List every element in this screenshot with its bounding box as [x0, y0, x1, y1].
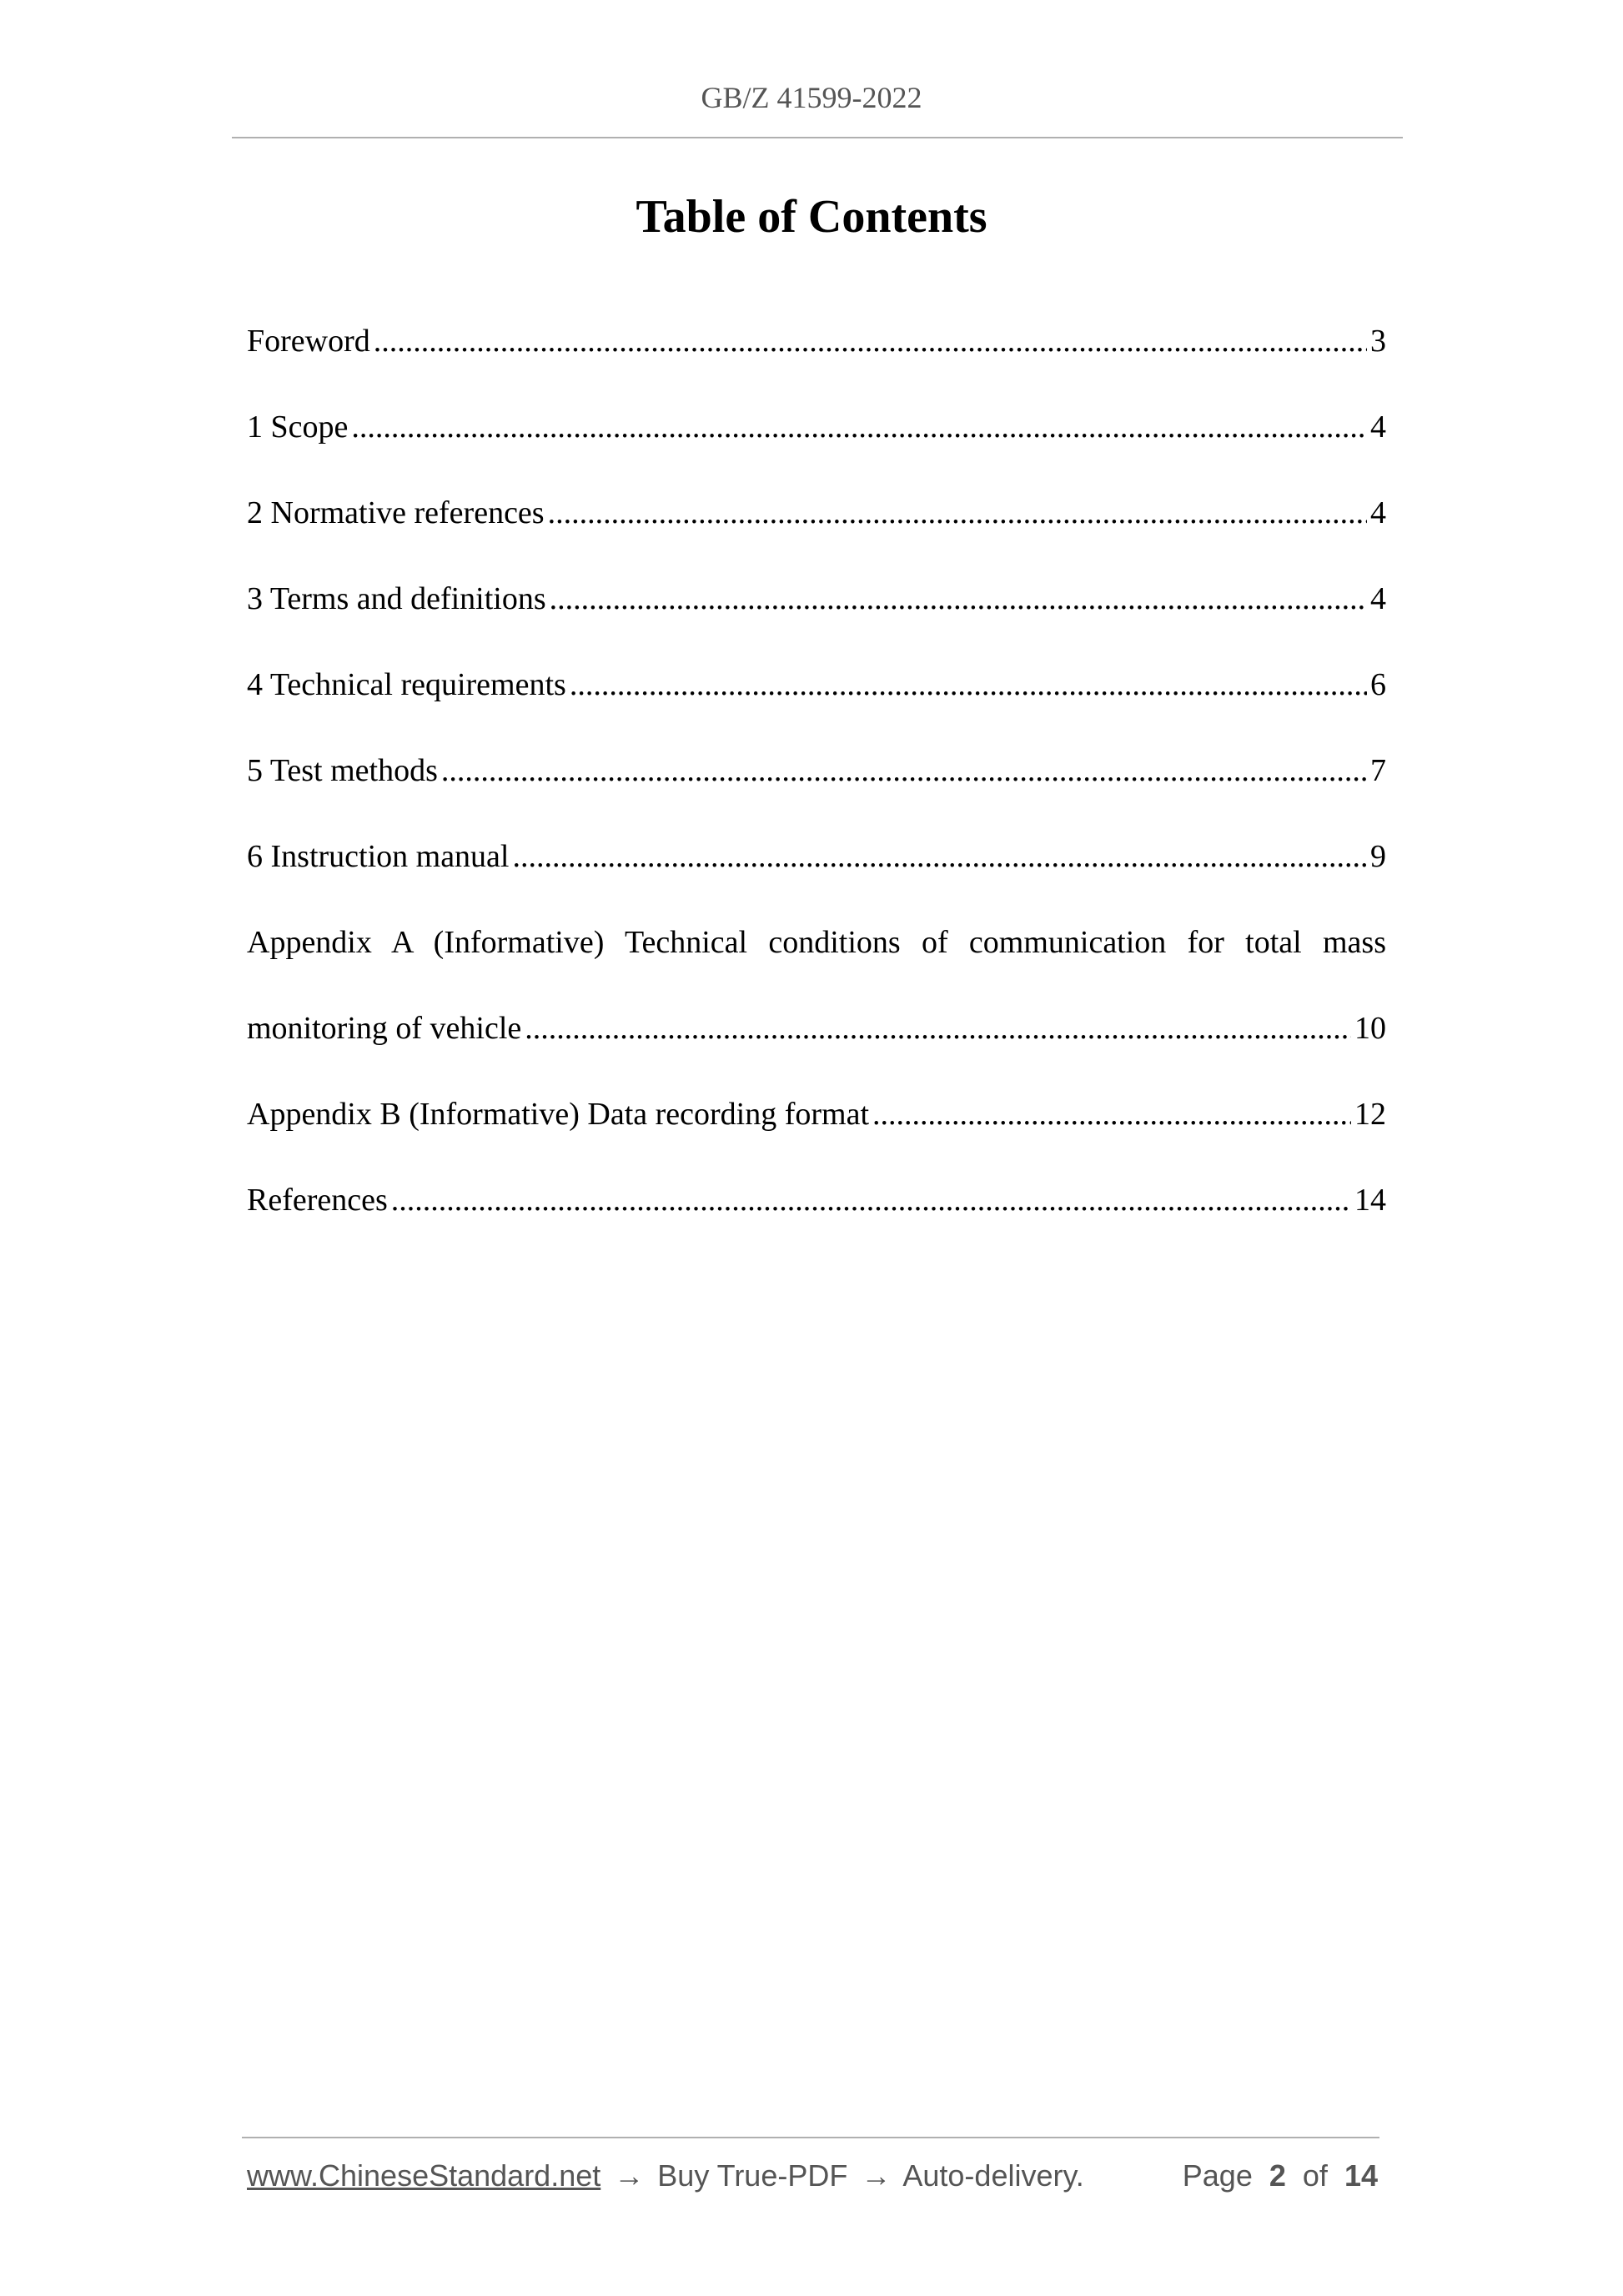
toc-entry-label: 2 Normative references	[247, 495, 545, 530]
toc-entry-page: 7	[1370, 753, 1386, 788]
footer-promo	[247, 2158, 1084, 2193]
toc-entry-page: 4	[1370, 409, 1386, 445]
toc-entry-instruction-manual[interactable]	[247, 836, 1386, 922]
toc-entry-terms-definitions[interactable]	[247, 578, 1386, 664]
toc-entry-test-methods[interactable]	[247, 750, 1386, 836]
toc-entry-label-line1: Appendix A (Informative) Technical conditions of communication for total mass	[247, 925, 1386, 960]
toc-dot-leader	[550, 578, 1367, 620]
toc-entry-normative-references[interactable]	[247, 492, 1386, 578]
toc-entry-label: References	[247, 1183, 388, 1218]
toc-dot-leader	[441, 750, 1367, 791]
toc-dot-leader	[351, 406, 1367, 448]
page-title: Table of Contents	[636, 191, 987, 243]
toc-entry-page: 4	[1370, 495, 1386, 530]
toc-entry-page: 6	[1370, 667, 1386, 702]
toc-dot-leader	[512, 836, 1367, 877]
toc-dot-leader	[872, 1093, 1351, 1135]
toc-dot-leader	[570, 664, 1367, 706]
site-link[interactable]: www.ChineseStandard.net	[247, 2158, 601, 2193]
toc-entry-label: 1 Scope	[247, 409, 349, 445]
toc-dot-leader	[525, 1007, 1351, 1049]
auto-delivery-text: Auto-delivery.	[902, 2158, 1084, 2193]
toc-entry-page: 12	[1354, 1097, 1386, 1132]
toc-entry-technical-requirements[interactable]	[247, 664, 1386, 750]
toc-entry-references[interactable]	[247, 1179, 1386, 1265]
arrow-right-icon: →	[614, 2158, 645, 2193]
table-of-contents	[247, 320, 1386, 1265]
page-word: Page	[1182, 2158, 1253, 2193]
toc-dot-leader	[391, 1179, 1351, 1221]
current-page-number: 2	[1269, 2158, 1286, 2193]
toc-entry-label: Foreword	[247, 324, 370, 359]
total-page-count: 14	[1344, 2158, 1378, 2193]
toc-entry-foreword[interactable]	[247, 320, 1386, 406]
toc-entry-label: 3 Terms and definitions	[247, 581, 546, 616]
buy-pdf-text: Buy True-PDF	[657, 2158, 848, 2193]
toc-entry-label: 4 Technical requirements	[247, 667, 566, 702]
toc-entry-label-line2: monitoring of vehicle	[247, 1011, 522, 1046]
document-code-header: GB/Z 41599-2022	[701, 81, 922, 114]
arrow-right-icon: →	[861, 2158, 892, 2193]
page-number-indicator	[1183, 2158, 1378, 2193]
footer-divider	[242, 2137, 1379, 2138]
toc-entry-label: 6 Instruction manual	[247, 839, 510, 874]
toc-entry-page: 3	[1370, 324, 1386, 359]
toc-entry-page: 9	[1370, 839, 1386, 874]
toc-dot-leader	[374, 320, 1367, 362]
toc-entry-page: 10	[1354, 1011, 1386, 1046]
toc-entry-label: Appendix B (Informative) Data recording format	[247, 1097, 870, 1132]
of-word: of	[1302, 2158, 1328, 2193]
toc-dot-leader	[548, 492, 1367, 534]
page-footer	[247, 2158, 1378, 2193]
toc-entry-label: 5 Test methods	[247, 753, 438, 788]
toc-entry-appendix-a[interactable]	[247, 922, 1386, 1093]
toc-entry-page: 4	[1370, 581, 1386, 616]
toc-entry-scope[interactable]	[247, 406, 1386, 492]
header-divider	[232, 137, 1403, 138]
toc-entry-page: 14	[1354, 1183, 1386, 1218]
toc-entry-appendix-b[interactable]	[247, 1093, 1386, 1179]
